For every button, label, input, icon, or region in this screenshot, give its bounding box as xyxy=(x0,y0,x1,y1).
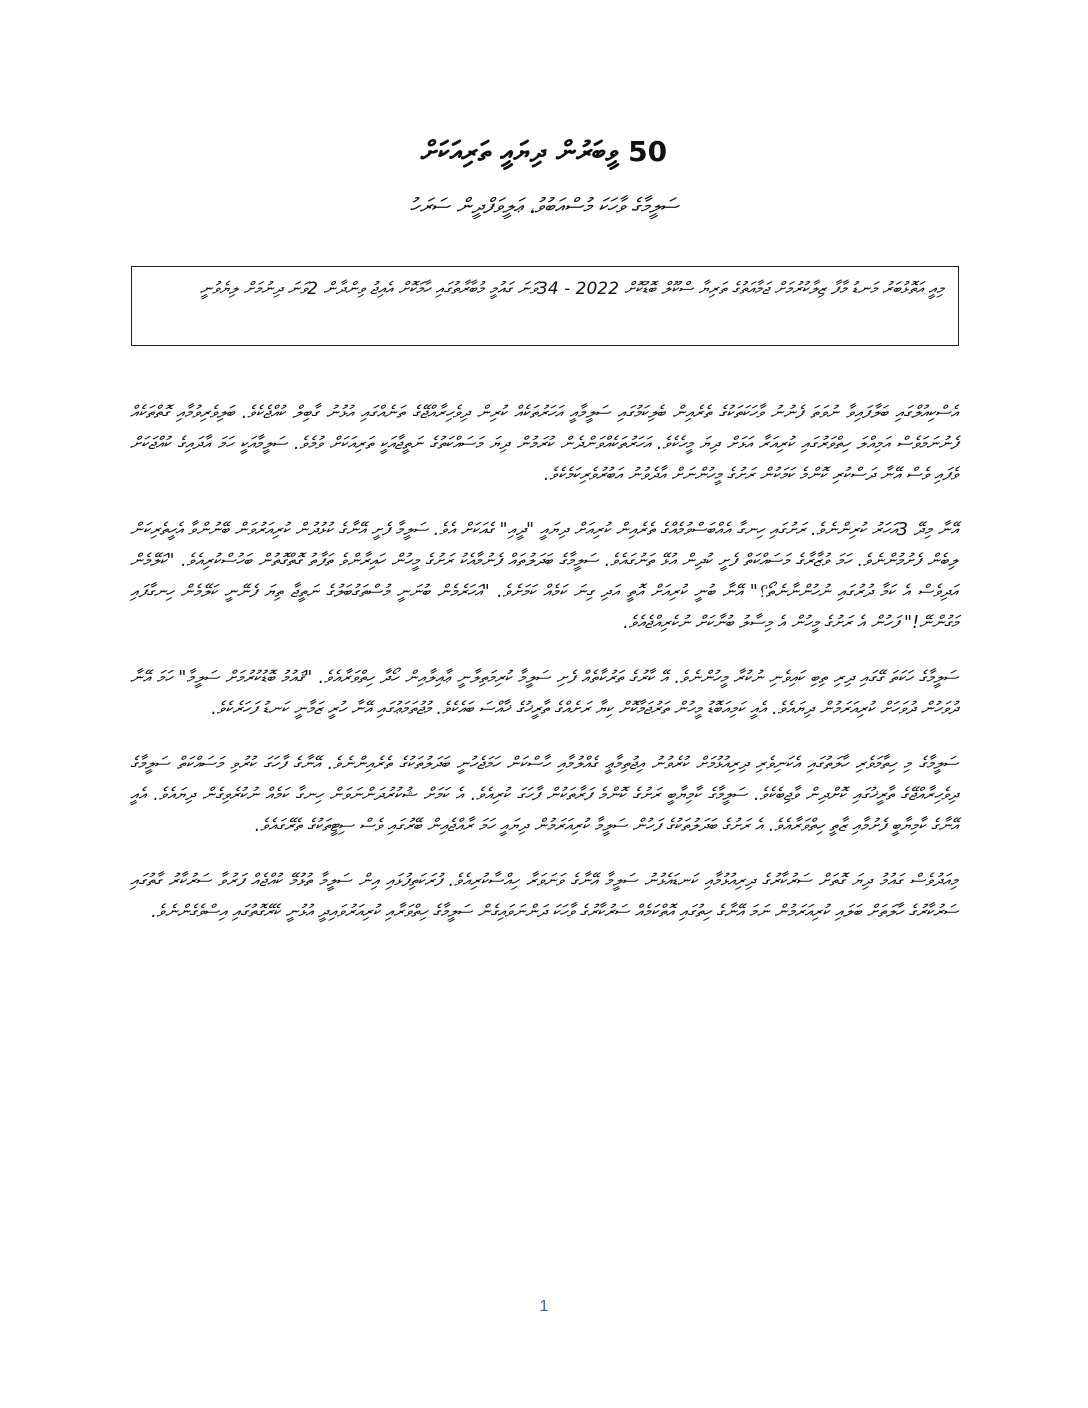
paragraph-1: އެސްކިއުލްގައި ބަލާފައިވާ ނުވަތަ ފެނުނު ވާހަކަތަކުގެ ތެރެއިން ބެލިކަމުގައި ސަލީމާއީ އަހަރުތަކެއް ކުރިން ދިވެހިރާއްޖޭގެ ތަނެއްގައި އުޅުނު ގާބިލް ކުއްޖެކެވެ. ބަލިވެރިވުމާއި ގޮތްތަކެއް ފެނުނަމަވެސް އަމިއްލަ ހިތްވަރުގައި ކުރިއަރާ އަޅަށް ދިޔަ މީހެކެވެ. އަހަރުތަކެއްވަންދެން ކުރަމުން ދިޔަ މަސައްކަތުގެ ނަތީޖާއަކީ ތަރިއަކަށް ވުމެވެ. ސަލީމާއަކީ ހަމަ އާދައިގެ ކުއްޖަކަށް ވެފައި ވެސް އޭނާ ދަސްކުރި ކޮންމެ ކަމަކުން ރަށުގެ މީހުންނަށް އާދެވުނު އަބުރުވެރިކަމެކެވެ. xyxy=(130,403,958,485)
notice-text: މިއީ އަތޮޅުބަރު މަނޑު މާފާ ޒިލާކުރުމަށް ޖަމާއަތުގެ ތަރިޔާ ސްކޫލް ބޮޑުކޮށް 2022 - 34ވަނަ ގައުމީ މުބާރާތުގައި ހާމަކޮށް އެއިޖު ވިންދާން 2ވަނަ ދިނުމަށް ލިޔެވުނީ xyxy=(199,279,944,299)
paragraph-3: ސަލީމާގެ ހަކަތަ ގޭގައި ދިރި ތިބި ކައިވެނި ނުކުރާ މީހުންނެވެ. އޭ ކާރުގެ ތަރުކާތެއް ފެށި ސަލީމާ ކުރިމަތިލާނީ ޢާއިލާއިން ހޯދާ ހިތްވަރާއެވެ. "ޤައުމު ބޮޑުކުރުމަށް ސަލީމާ" ހަމަ އޭނާ ދުވަހުން ދުވަހަށް ކުރިއަރަމުން ދިޔައެވެ. އެއީ ކަމިއަބޮޑު މީހުން ތަރުޖަމާކޮށް ކިޔާ ރަށެއްގެ ތާރީޚުގެ ޚާއްސަ ބައެކެވެ. މުޖުތަމަޢުގައި އޭނާ ހުރީ ޒަމާނީ ކަނޑު ފަހަރެކެވެ. xyxy=(130,668,958,719)
notice-box xyxy=(131,266,959,346)
document-title: 50 ވީބަރުން ދިޔައީ ތަރިއަކަށް xyxy=(420,135,668,168)
paragraph-5: މިއަދުވެސް ގައުމު ދިޔަ ގޮތަށް ސަރުކާރުގެ ދިރިއުޅުމާއި ކަނޑައެޅުނު ސަލީމާ އޭނާގެ ވަނަވަރާ ހިއްސާކުރިއެވެ. ފުރަކަތިފުޅައި އިން ސަލީމާ ތުޅުމޭ ކުއްޖެއް ފަރުވާ ސަރުކާރު ގާތުގައި ސަރުކާރުގެ ހާލަތަށް ބަލައި ކުރިއަރަމުން ނަމަ އޭނާގެ ހިތުގައި އޮތްކަމެއް ސަރުކާރުގެ ވާހަކަ ދަންނަވައިގެން ސަލީމާގެ ހިތްވަރާއި ކުރިއަރުވައިދީ އުޅުނީ ކެރޭގޮތުގައި އިސްވެގެންނެވެ. xyxy=(130,871,958,922)
page-number: 1 xyxy=(539,1298,549,1315)
document-subtitle: ސަލީމާގެ ވާހަކަ މުސްއަބުވު، ޢަލީވަފްދީން ސަރަހު xyxy=(409,194,679,218)
paragraph-2: އޭނާ މިދޭ 3އަހަރު ކުރިންނެވެ. ރަށުގައި ހިނގާ އެއްބަސްވުމެއްގެ ތެރެއިން ކުރިއަށް ދިޔައީ "ދީއި" ގެއަކަށް އެވެ. ސަލީމާ ފެށީ އޭނާގެ ކުޅުދުން ކުރިއަރުވަން ބޭނުންވާ އެހީތެރިކަން ލިބެން ފެށުމުންނެވެ. ހަމަ ވުޒާރާގެ މަސައްކަތް ފެށީ ކުދިން އުޅޭ ތަނުގައެވެ. ސަލީމާގެ ބަދަލުތައް ފެނުމާއެކު ރަށުގެ މީހުން ހައިރާންވެ ތަފާތު ގޮތްގޮތުން ބަހުސްކުރިއެވެ. "ކަލޭމެން އަދިވެސް އެ ކަމާ ދުރުގައި ނުހުންނާނެތޯ؟" އޭނާ ބުނީ ކުރިއަށް އޮތީ އަދި ގިނަ ކަމެއް ކަމަށެވެ. "އަހަރެމެން ބުނަނީ މުސްތަގުބަލުގެ ނަތީޖާ ތިޔަ ފެނޭނީ ކަލޭމެން ހިނގާފައި މަގުންނޭ!" ފަހުން އެ ރަށުގެ މީހުން އެ މިސާލު ބުނާކަށް ނުކެރިއްޖެއެވެ. xyxy=(130,520,958,633)
body-text xyxy=(130,398,958,952)
paragraph-4: ސަލީމާގެ މި ހިތާމަވެރި ހާލަތުގައި އެކަނިވެރި ދިރިއުޅުމަށް ކުރެވުނު އިޖުތިމާޢީ ގެއްލުމާއި ހާސްކަން ހަމަޖެހުނީ ބަދަލުތަކުގެ ތެރެއިންނެވެ. އޭނާގެ ފާހަގަ ކުރުވި މަސައްކަތް ސަލީމާގެ ދިވެހިރާއްޖޭގެ ތާރީޚުގައި ކޮށްދިން ވާޖިބެކެވެ. ސަލީމާގެ ކާމިޔާބީ ރަށުގެ ކޮންމެ ފަރާތަކުން ފާހަގަ ކުރިއެވެ. އެ ކަމަށް ޝުކުރުދަންނަވަން ހިނގާ ކަމެއް ނުކުރެވިގެން ދިޔައެވެ. އެއީ އޭނާގެ ކާމިޔާބީ ފެށުމާއި ޒާތީ ހިތްވަރާއެވެ. އެ ރަށުގެ ބަދަލުތަކުގެ ފަހުން ސަލީމާ ކުރިއަރަމުން ދިޔައީ ހަމަ ރާއްޖެއިން ބޭރުގައި ވެސް ސިޓީތަކުގެ ތެރޭގައެވެ. xyxy=(130,754,958,836)
